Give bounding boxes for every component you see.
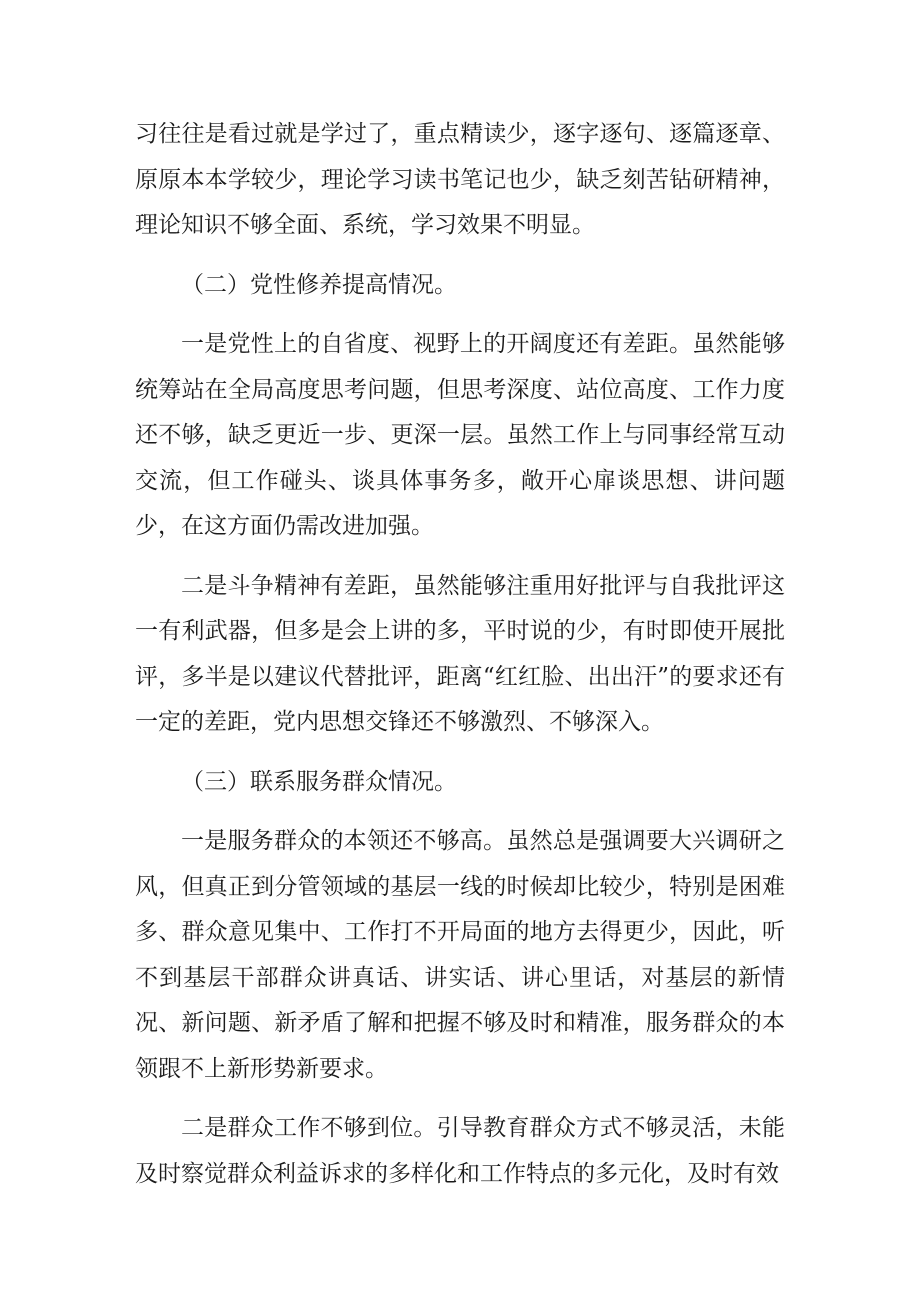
section-heading-party-spirit: （二）党性修养提高情况。 bbox=[181, 271, 457, 298]
paragraph-gap bbox=[135, 308, 785, 322]
paragraph-struggle-spirit: 二是斗争精神有差距，虽然能够注重用好批评与自我批评这一有利武器，但多是会上讲的多，平时说的少，有时即使开展批评，多半是以建议代替批评，距离“红红脸、出出汗”的要求还有一定的差距，党内思想交锋还不够激烈、不够深入。 bbox=[135, 572, 785, 735]
paragraph-gap bbox=[135, 1092, 785, 1106]
section-heading-serving-masses: （三）联系服务群众情况。 bbox=[181, 768, 457, 795]
paragraph-mass-work: 二是群众工作不够到位。引导教育群众方式不够灵活，未能及时察觉群众利益诉求的多样化和工作特点的多元化，及时有效 bbox=[135, 1115, 785, 1187]
document-body bbox=[135, 112, 785, 1197]
paragraph-self-reflection: 一是党性上的自省度、视野上的开阔度还有差距。虽然能够统筹站在全局高度思考问题，但思考深度、站位高度、工作力度还不够，缺乏更近一步、更深一层。虽然工作上与同事经常互动交流，但工作碰头、谈具体事务多，敞开心扉谈思想、讲问题少，在这方面仍需改进加强。 bbox=[135, 331, 785, 539]
paragraph-gap bbox=[135, 746, 785, 760]
paragraph-study-continuation: 习往往是看过就是学过了，重点精读少，逐字逐句、逐篇逐章、原原本本学较少，理论学习读书笔记也少，缺乏刻苦钻研精神，理论知识不够全面、系统，学习效果不明显。 bbox=[135, 121, 785, 238]
paragraph-gap bbox=[135, 249, 785, 263]
paragraph-service-ability: 一是服务群众的本领还不够高。虽然总是强调要大兴调研之风，但真正到分管领域的基层一线的时候却比较少，特别是困难多、群众意见集中、工作打不开局面的地方去得更少，因此，听不到基层干部群众讲真话、讲实话、讲心里话，对基层的新情况、新问题、新矛盾了解和把握不够及时和精准，服务群众的本领跟不上新形势新要求。 bbox=[135, 828, 785, 1082]
paragraph-gap bbox=[135, 550, 785, 564]
paragraph-gap bbox=[135, 805, 785, 819]
